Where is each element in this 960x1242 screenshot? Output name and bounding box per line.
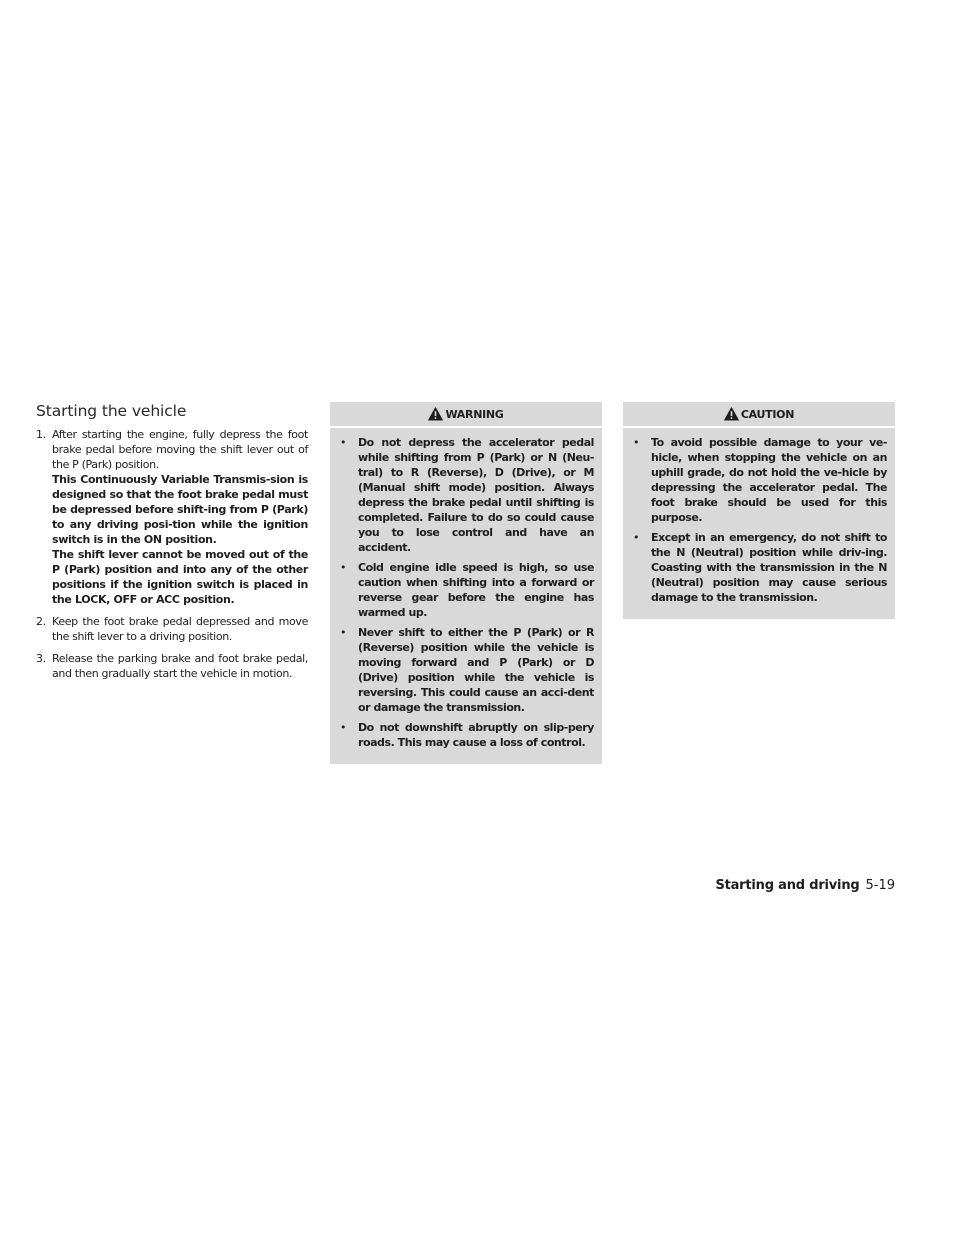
- section-title: Starting the vehicle: [36, 402, 187, 420]
- caution-header: [623, 402, 895, 428]
- bullet-dot: •: [340, 561, 347, 574]
- bullet-dot: •: [340, 721, 347, 734]
- warning-triangle-icon: [724, 407, 739, 421]
- warning-title: WARNING: [445, 407, 504, 421]
- warning-item: [338, 625, 594, 715]
- warning-item-text: Never shift to either the P (Park) or R (Reverse) position while the vehicle is moving forward and P (Park) or D (Drive) position while the vehicle is reversing. This could cause an acci-dent or damage the transmission.: [358, 626, 594, 714]
- caution-item-text: To avoid possible damage to your ve-hicle, when stopping the vehicle on an uphill grade, do not hold the ve-hicle by depressing the accelerator pedal. The foot brake should be used for this purpose.: [651, 436, 887, 524]
- bullet-dot: •: [633, 531, 640, 544]
- step-item: [36, 651, 308, 681]
- caution-item: [631, 530, 887, 605]
- step-number: 2.: [36, 615, 46, 628]
- warning-box: [330, 402, 602, 764]
- caution-box: [623, 402, 895, 619]
- warning-list: [338, 435, 594, 750]
- page-footer: [715, 878, 895, 893]
- step-text: Release the parking brake and foot brake pedal, and then gradually start the vehicle in motion.: [52, 652, 308, 680]
- caution-list: [631, 435, 887, 605]
- steps-list: [36, 427, 308, 681]
- step-note: The shift lever cannot be moved out of the P (Park) position and into any of the other positions if the ignition switch is placed in the LOCK, OFF or ACC position.: [52, 548, 308, 606]
- bullet-dot: •: [340, 436, 347, 449]
- step-number: 1.: [36, 428, 46, 441]
- caution-item: [631, 435, 887, 525]
- warning-item-text: Cold engine idle speed is high, so use caution when shifting into a forward or reverse gear before the engine has warmed up.: [358, 561, 594, 619]
- bullet-dot: •: [633, 436, 640, 449]
- step-item: [36, 427, 308, 607]
- footer-page-number: 5-19: [865, 878, 895, 893]
- step-text: Keep the foot brake pedal depressed and move the shift lever to a driving position.: [52, 615, 308, 643]
- warning-item: [338, 435, 594, 555]
- instructions-column: [36, 402, 308, 688]
- bullet-dot: •: [340, 626, 347, 639]
- warning-item-text: Do not depress the accelerator pedal while shifting from P (Park) or N (Neu-tral) to R (Reverse), D (Drive), or M (Manual shift mode) position. Always depress the brake pedal until shifting is completed. Failure to do so could cause you to lose control and have an accident.: [358, 436, 594, 554]
- step-number: 3.: [36, 652, 46, 665]
- caution-column: [623, 402, 895, 619]
- step-item: [36, 614, 308, 644]
- caution-title: CAUTION: [740, 407, 795, 421]
- caution-item-text: Except in an emergency, do not shift to the N (Neutral) position while driv-ing. Coasting with the transmission in the N (Neutral) position may cause serious damage to the transmission.: [651, 531, 887, 604]
- warning-triangle-icon: [428, 407, 443, 421]
- warning-item: [338, 720, 594, 750]
- footer-chapter-title: Starting and driving: [715, 878, 860, 893]
- warning-column: [330, 402, 602, 764]
- warning-header: [330, 402, 602, 428]
- warning-item-text: Do not downshift abruptly on slip-pery roads. This may cause a loss of control.: [358, 721, 594, 749]
- step-note: This Continuously Variable Transmis-sion is designed so that the foot brake pedal must be depressed before shift-ing from P (Park) to any driving posi-tion while the ignition switch is in the ON position.: [52, 473, 308, 546]
- step-text: After starting the engine, fully depress the foot brake pedal before moving the shift lever out of the P (Park) position.: [52, 428, 308, 471]
- warning-item: [338, 560, 594, 620]
